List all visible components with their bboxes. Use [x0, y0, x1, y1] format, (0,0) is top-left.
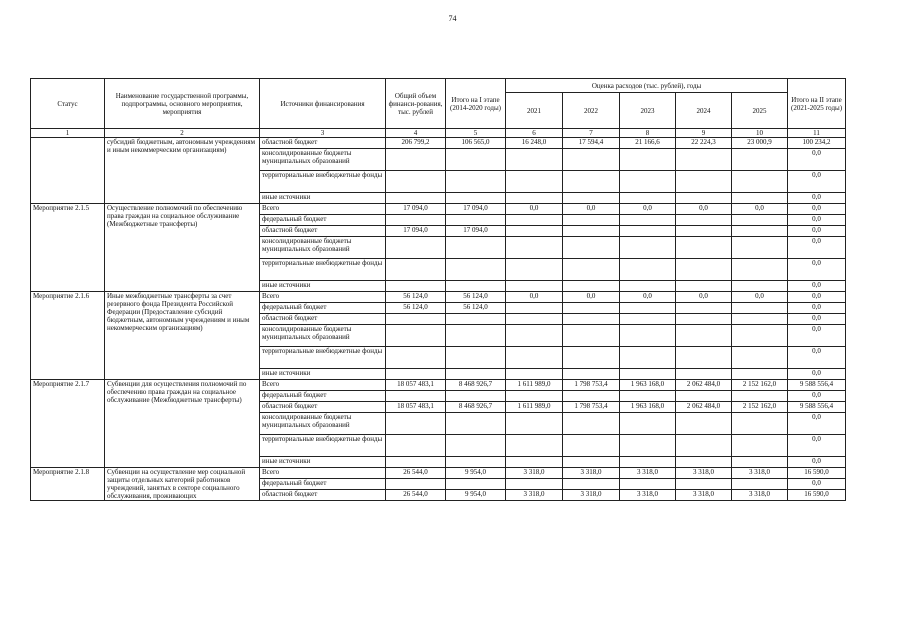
amount-cell: 9 588 556,4 [788, 402, 846, 413]
amount-cell [506, 281, 563, 292]
amount-cell: 0,0 [788, 413, 846, 435]
amount-cell [620, 171, 676, 193]
amount-cell: 2 152 162,0 [732, 402, 788, 413]
amount-cell [506, 347, 563, 369]
amount-cell: 0,0 [788, 204, 846, 215]
amount-cell [506, 193, 563, 204]
amount-cell: 0,0 [788, 303, 846, 314]
amount-cell [563, 281, 620, 292]
funding-source-cell: консолидированные бюджеты муниципальных образований [260, 325, 386, 347]
amount-cell [676, 314, 732, 325]
amount-cell: 0,0 [788, 435, 846, 457]
amount-cell [563, 479, 620, 490]
header-stage1: Итого на I этапе (2014-2020 годы) [446, 79, 506, 129]
amount-cell: 17 094,0 [446, 226, 506, 237]
amount-cell: 0,0 [788, 292, 846, 303]
amount-cell [732, 314, 788, 325]
funding-source-cell: иные источники [260, 193, 386, 204]
amount-cell [732, 325, 788, 347]
funding-source-cell: областной бюджет [260, 490, 386, 501]
amount-cell [446, 237, 506, 259]
funding-source-cell: областной бюджет [260, 314, 386, 325]
amount-cell: 0,0 [506, 204, 563, 215]
amount-cell: 0,0 [788, 325, 846, 347]
amount-cell [620, 314, 676, 325]
amount-cell [732, 149, 788, 171]
amount-cell [506, 457, 563, 468]
amount-cell [506, 369, 563, 380]
table-row [31, 138, 846, 149]
amount-cell: 0,0 [788, 391, 846, 402]
amount-cell: 0,0 [788, 171, 846, 193]
amount-cell: 0,0 [788, 457, 846, 468]
column-number: 7 [563, 129, 620, 138]
amount-cell: 16 248,0 [506, 138, 563, 149]
amount-cell [506, 259, 563, 281]
amount-cell [386, 314, 446, 325]
amount-cell: 8 468 926,7 [446, 380, 506, 391]
amount-cell [732, 347, 788, 369]
amount-cell [506, 314, 563, 325]
amount-cell: 1 798 753,4 [563, 380, 620, 391]
amount-cell [563, 347, 620, 369]
amount-cell [446, 171, 506, 193]
page-number: 74 [448, 14, 457, 23]
column-number: 4 [386, 129, 446, 138]
funding-source-cell: областной бюджет [260, 226, 386, 237]
amount-cell: 0,0 [506, 292, 563, 303]
amount-cell: 0,0 [788, 226, 846, 237]
amount-cell: 0,0 [732, 204, 788, 215]
amount-cell [620, 237, 676, 259]
amount-cell [506, 303, 563, 314]
amount-cell [563, 237, 620, 259]
funding-source-cell: Всего [260, 468, 386, 479]
activity-name-cell: субсидий бюджетным, автономным учреждениям и иным некоммерческим организациям) [105, 138, 260, 204]
amount-cell [732, 369, 788, 380]
amount-cell: 9 588 556,4 [788, 380, 846, 391]
amount-cell [620, 325, 676, 347]
amount-cell [446, 435, 506, 457]
amount-cell [732, 435, 788, 457]
amount-cell [386, 435, 446, 457]
funding-source-cell: территориальные внебюджетные фонды [260, 171, 386, 193]
amount-cell: 3 318,0 [563, 468, 620, 479]
column-number: 2 [105, 129, 260, 138]
amount-cell [563, 259, 620, 281]
amount-cell: 106 565,0 [446, 138, 506, 149]
amount-cell [732, 281, 788, 292]
header-status: Статус [31, 79, 105, 129]
amount-cell [563, 391, 620, 402]
amount-cell [563, 369, 620, 380]
amount-cell [506, 171, 563, 193]
amount-cell [506, 149, 563, 171]
amount-cell: 56 124,0 [386, 292, 446, 303]
column-number: 11 [788, 129, 846, 138]
amount-cell: 8 468 926,7 [446, 402, 506, 413]
amount-cell [676, 435, 732, 457]
amount-cell [732, 226, 788, 237]
column-number: 10 [732, 129, 788, 138]
amount-cell: 0,0 [620, 292, 676, 303]
amount-cell: 3 318,0 [620, 490, 676, 501]
column-number: 6 [506, 129, 563, 138]
amount-cell: 0,0 [788, 369, 846, 380]
funding-source-cell: областной бюджет [260, 138, 386, 149]
amount-cell: 1 963 168,0 [620, 380, 676, 391]
amount-cell [676, 479, 732, 490]
header-year: 2024 [676, 93, 732, 129]
amount-cell: 1 798 753,4 [563, 402, 620, 413]
amount-cell: 3 318,0 [732, 490, 788, 501]
funding-source-cell: иные источники [260, 369, 386, 380]
activity-name-cell: Иные межбюджетные трансферты за счет резервного фонда Президента Российской Федерации (Предоставление субсидий бюджетным, автономным учреждениям и иным некоммерческим организациям) [105, 292, 260, 380]
amount-cell [386, 171, 446, 193]
amount-cell [620, 281, 676, 292]
amount-cell [620, 369, 676, 380]
amount-cell: 23 000,9 [732, 138, 788, 149]
amount-cell: 56 124,0 [446, 292, 506, 303]
amount-cell [676, 303, 732, 314]
amount-cell [563, 303, 620, 314]
amount-cell [386, 149, 446, 171]
column-number: 9 [676, 129, 732, 138]
amount-cell: 0,0 [732, 292, 788, 303]
amount-cell: 2 062 484,0 [676, 402, 732, 413]
activity-name-cell: Осуществление полномочий по обеспечению права граждан на социальное обслуживание (Межбюджетные трансферты) [105, 204, 260, 292]
amount-cell [446, 193, 506, 204]
header-sources: Источники финансирования [260, 79, 386, 129]
amount-cell [563, 193, 620, 204]
amount-cell: 9 954,0 [446, 468, 506, 479]
amount-cell [620, 193, 676, 204]
amount-cell [676, 325, 732, 347]
amount-cell [446, 259, 506, 281]
header-total: Общий объем финанси-рования, тыс. рублей [386, 79, 446, 129]
amount-cell [620, 435, 676, 457]
amount-cell [676, 226, 732, 237]
amount-cell [386, 413, 446, 435]
table-body [31, 129, 846, 501]
amount-cell [446, 149, 506, 171]
amount-cell [446, 325, 506, 347]
amount-cell [732, 413, 788, 435]
amount-cell [506, 237, 563, 259]
status-cell: Мероприятие 2.1.5 [31, 204, 105, 292]
header-estimate: Оценка расходов (тыс. рублей), годы [506, 79, 788, 93]
table-row [31, 292, 846, 303]
amount-cell [506, 413, 563, 435]
amount-cell [386, 193, 446, 204]
amount-cell: 2 062 484,0 [676, 380, 732, 391]
amount-cell: 56 124,0 [446, 303, 506, 314]
funding-source-cell: федеральный бюджет [260, 215, 386, 226]
amount-cell [386, 369, 446, 380]
activity-name-cell: Субвенции на осуществление мер социальной защиты отдельных категорий работников учреждений, занятых в секторе социального обслуживания, проживающих [105, 468, 260, 501]
amount-cell [386, 325, 446, 347]
funding-source-cell: территориальные внебюджетные фонды [260, 435, 386, 457]
amount-cell [446, 479, 506, 490]
budget-table [30, 78, 846, 501]
amount-cell: 3 318,0 [620, 468, 676, 479]
funding-source-cell: Всего [260, 380, 386, 391]
amount-cell [732, 391, 788, 402]
status-cell [31, 138, 105, 204]
column-number-row [31, 129, 846, 138]
amount-cell [732, 237, 788, 259]
funding-source-cell: Всего [260, 204, 386, 215]
amount-cell [446, 281, 506, 292]
amount-cell: 26 544,0 [386, 490, 446, 501]
header-year: 2023 [620, 93, 676, 129]
amount-cell [676, 413, 732, 435]
amount-cell [620, 149, 676, 171]
table-row [31, 468, 846, 479]
amount-cell: 1 611 989,0 [506, 402, 563, 413]
amount-cell: 26 544,0 [386, 468, 446, 479]
header-year: 2021 [506, 93, 563, 129]
amount-cell [446, 391, 506, 402]
amount-cell [620, 226, 676, 237]
amount-cell [563, 325, 620, 347]
amount-cell [563, 457, 620, 468]
amount-cell [563, 413, 620, 435]
funding-source-cell: иные источники [260, 457, 386, 468]
amount-cell [563, 215, 620, 226]
amount-cell [506, 391, 563, 402]
amount-cell [386, 391, 446, 402]
amount-cell: 1 611 989,0 [506, 380, 563, 391]
funding-source-cell: областной бюджет [260, 402, 386, 413]
amount-cell [446, 457, 506, 468]
amount-cell: 17 094,0 [386, 204, 446, 215]
amount-cell [506, 215, 563, 226]
amount-cell [563, 435, 620, 457]
amount-cell [563, 314, 620, 325]
amount-cell: 0,0 [788, 193, 846, 204]
status-cell: Мероприятие 2.1.6 [31, 292, 105, 380]
amount-cell [446, 215, 506, 226]
amount-cell [506, 479, 563, 490]
amount-cell [676, 259, 732, 281]
amount-cell [676, 347, 732, 369]
funding-source-cell: территориальные внебюджетные фонды [260, 347, 386, 369]
amount-cell [620, 259, 676, 281]
amount-cell: 18 057 483,1 [386, 402, 446, 413]
amount-cell: 21 166,6 [620, 138, 676, 149]
column-number: 5 [446, 129, 506, 138]
header-name: Наименование государственной программы, подпрограммы, основного мероприятия, мероприятия [105, 79, 260, 129]
amount-cell: 0,0 [788, 215, 846, 226]
amount-cell [386, 215, 446, 226]
amount-cell: 3 318,0 [676, 490, 732, 501]
amount-cell: 0,0 [563, 204, 620, 215]
funding-source-cell: консолидированные бюджеты муниципальных образований [260, 237, 386, 259]
amount-cell [732, 171, 788, 193]
amount-cell: 3 318,0 [732, 468, 788, 479]
amount-cell [676, 391, 732, 402]
header-year: 2025 [732, 93, 788, 129]
amount-cell [620, 391, 676, 402]
amount-cell [506, 226, 563, 237]
amount-cell [732, 457, 788, 468]
amount-cell [676, 193, 732, 204]
amount-cell [620, 347, 676, 369]
header-year: 2022 [563, 93, 620, 129]
amount-cell [620, 479, 676, 490]
amount-cell: 17 094,0 [386, 226, 446, 237]
amount-cell [676, 171, 732, 193]
amount-cell [386, 347, 446, 369]
status-cell: Мероприятие 2.1.8 [31, 468, 105, 501]
amount-cell: 18 057 483,1 [386, 380, 446, 391]
amount-cell [676, 215, 732, 226]
amount-cell [386, 479, 446, 490]
funding-source-cell: федеральный бюджет [260, 479, 386, 490]
amount-cell: 17 594,4 [563, 138, 620, 149]
amount-cell: 0,0 [788, 281, 846, 292]
amount-cell: 0,0 [563, 292, 620, 303]
amount-cell: 22 224,3 [676, 138, 732, 149]
table-row [31, 380, 846, 391]
status-cell: Мероприятие 2.1.7 [31, 380, 105, 468]
amount-cell [563, 226, 620, 237]
funding-source-cell: консолидированные бюджеты муниципальных образований [260, 413, 386, 435]
amount-cell [620, 413, 676, 435]
amount-cell: 2 152 162,0 [732, 380, 788, 391]
amount-cell: 0,0 [620, 204, 676, 215]
amount-cell [620, 215, 676, 226]
amount-cell [386, 281, 446, 292]
amount-cell [676, 369, 732, 380]
amount-cell: 0,0 [788, 347, 846, 369]
amount-cell: 16 590,0 [788, 490, 846, 501]
amount-cell: 0,0 [788, 149, 846, 171]
column-number: 1 [31, 129, 105, 138]
amount-cell: 0,0 [788, 314, 846, 325]
amount-cell: 0,0 [676, 204, 732, 215]
amount-cell: 56 124,0 [386, 303, 446, 314]
amount-cell [732, 303, 788, 314]
amount-cell: 0,0 [676, 292, 732, 303]
amount-cell: 3 318,0 [676, 468, 732, 479]
amount-cell [620, 303, 676, 314]
amount-cell [386, 259, 446, 281]
amount-cell [446, 314, 506, 325]
amount-cell: 1 963 168,0 [620, 402, 676, 413]
amount-cell: 0,0 [788, 237, 846, 259]
amount-cell: 100 234,2 [788, 138, 846, 149]
amount-cell: 3 318,0 [506, 468, 563, 479]
amount-cell [446, 369, 506, 380]
funding-source-cell: Всего [260, 292, 386, 303]
amount-cell [386, 237, 446, 259]
amount-cell [676, 457, 732, 468]
amount-cell: 0,0 [788, 259, 846, 281]
amount-cell [563, 149, 620, 171]
amount-cell [676, 281, 732, 292]
amount-cell: 3 318,0 [506, 490, 563, 501]
header-stage2: Итого на II этапе (2021-2025 годы) [788, 79, 846, 129]
amount-cell: 3 318,0 [563, 490, 620, 501]
amount-cell [732, 259, 788, 281]
activity-name-cell: Субвенции для осуществления полномочий по обеспечению права граждан на социальное обслуживание (Межбюджетные трансферты) [105, 380, 260, 468]
column-number: 8 [620, 129, 676, 138]
table-row [31, 204, 846, 215]
amount-cell [506, 435, 563, 457]
funding-source-cell: федеральный бюджет [260, 391, 386, 402]
amount-cell [732, 193, 788, 204]
amount-cell: 17 094,0 [446, 204, 506, 215]
amount-cell: 9 954,0 [446, 490, 506, 501]
amount-cell [676, 237, 732, 259]
funding-source-cell: федеральный бюджет [260, 303, 386, 314]
amount-cell: 206 799,2 [386, 138, 446, 149]
amount-cell [563, 171, 620, 193]
funding-source-cell: территориальные внебюджетные фонды [260, 259, 386, 281]
amount-cell [386, 457, 446, 468]
amount-cell [676, 149, 732, 171]
column-number: 3 [260, 129, 386, 138]
table-header [31, 79, 846, 129]
amount-cell: 0,0 [788, 479, 846, 490]
amount-cell: 16 590,0 [788, 468, 846, 479]
funding-source-cell: иные источники [260, 281, 386, 292]
amount-cell [446, 347, 506, 369]
amount-cell [732, 479, 788, 490]
amount-cell [732, 215, 788, 226]
amount-cell [446, 413, 506, 435]
amount-cell [506, 325, 563, 347]
amount-cell [620, 457, 676, 468]
funding-source-cell: консолидированные бюджеты муниципальных образований [260, 149, 386, 171]
